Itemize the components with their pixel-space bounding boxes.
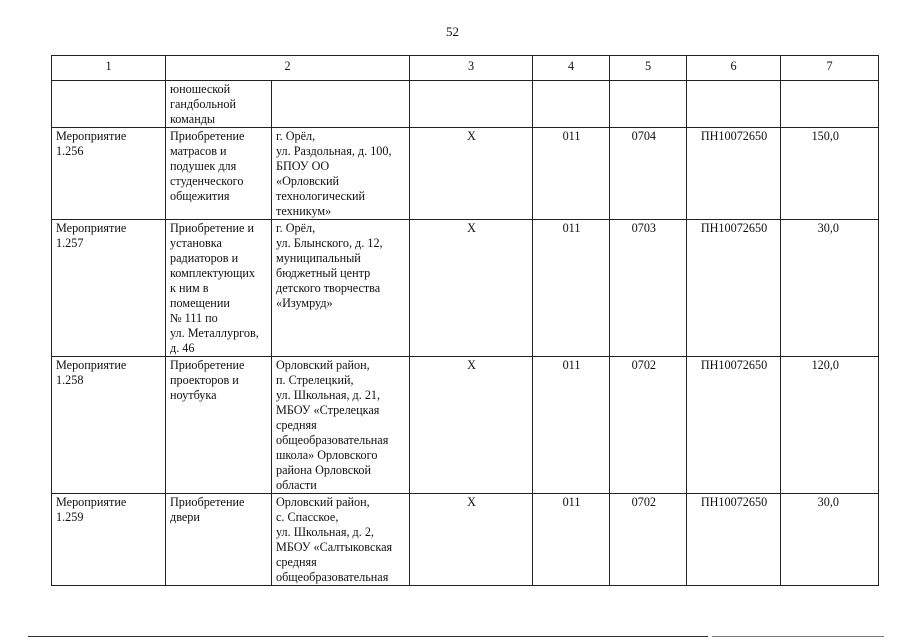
code-cell: 011 — [533, 128, 610, 220]
amount-cell: 30,0 — [781, 220, 879, 357]
bottom-divider — [28, 636, 708, 637]
location-cell: г. Орёл, ул. Блынского, д. 12, муниципальный бюджетный центр детского творчества «Изумруд» — [272, 220, 410, 357]
header-cell: 2 — [166, 56, 410, 81]
header-cell: 3 — [410, 56, 533, 81]
header-row — [52, 56, 879, 81]
csr-cell: ПН10072650 — [687, 494, 781, 586]
amount-cell: 30,0 — [781, 494, 879, 586]
section-cell: 0702 — [610, 494, 687, 586]
event-cell — [52, 81, 166, 128]
location-cell: г. Орёл, ул. Раздольная, д. 100, БПОУ ОО «Орловский технологический техникум» — [272, 128, 410, 220]
section-cell — [610, 81, 687, 128]
budget-table — [51, 55, 879, 586]
item-cell: Приобретение матрасов и подушек для студенческого общежития — [166, 128, 272, 220]
location-cell: Орловский район, с. Спасское, ул. Школьная, д. 2, МБОУ «Салтыковская средняя общеобразовательная — [272, 494, 410, 586]
header-cell: 5 — [610, 56, 687, 81]
section-cell: 0702 — [610, 357, 687, 494]
location-cell: Орловский район, п. Стрелецкий, ул. Школьная, д. 21, МБОУ «Стрелецкая средняя общеобразовательная школа» Орловского района Орловской области — [272, 357, 410, 494]
x-cell: Х — [410, 494, 533, 586]
item-cell: Приобретение проекторов и ноутбука — [166, 357, 272, 494]
bottom-divider — [712, 636, 884, 637]
amount-cell: 120,0 — [781, 357, 879, 494]
csr-cell: ПН10072650 — [687, 128, 781, 220]
event-cell: Мероприятие 1.258 — [52, 357, 166, 494]
code-cell: 011 — [533, 494, 610, 586]
amount-cell: 150,0 — [781, 128, 879, 220]
item-cell: юношеской гандбольной команды — [166, 81, 272, 128]
section-cell: 0703 — [610, 220, 687, 357]
csr-cell: ПН10072650 — [687, 357, 781, 494]
table-row — [52, 81, 879, 128]
code-cell — [533, 81, 610, 128]
csr-cell: ПН10072650 — [687, 220, 781, 357]
event-cell: Мероприятие 1.257 — [52, 220, 166, 357]
header-cell: 6 — [687, 56, 781, 81]
x-cell — [410, 81, 533, 128]
event-cell: Мероприятие 1.259 — [52, 494, 166, 586]
table-row — [52, 220, 879, 357]
table-row — [52, 357, 879, 494]
table-row — [52, 128, 879, 220]
page-number: 52 — [446, 24, 459, 39]
x-cell: Х — [410, 128, 533, 220]
header-cell: 7 — [781, 56, 879, 81]
location-cell — [272, 81, 410, 128]
item-cell: Приобретение двери — [166, 494, 272, 586]
header-cell: 4 — [533, 56, 610, 81]
code-cell: 011 — [533, 220, 610, 357]
code-cell: 011 — [533, 357, 610, 494]
amount-cell — [781, 81, 879, 128]
header-cell: 1 — [52, 56, 166, 81]
item-cell: Приобретение и установка радиаторов и комплектующих к ним в помещении № 111 по ул. Металлургов, д. 46 — [166, 220, 272, 357]
csr-cell — [687, 81, 781, 128]
section-cell: 0704 — [610, 128, 687, 220]
x-cell: Х — [410, 357, 533, 494]
table-row — [52, 494, 879, 586]
event-cell: Мероприятие 1.256 — [52, 128, 166, 220]
x-cell: Х — [410, 220, 533, 357]
